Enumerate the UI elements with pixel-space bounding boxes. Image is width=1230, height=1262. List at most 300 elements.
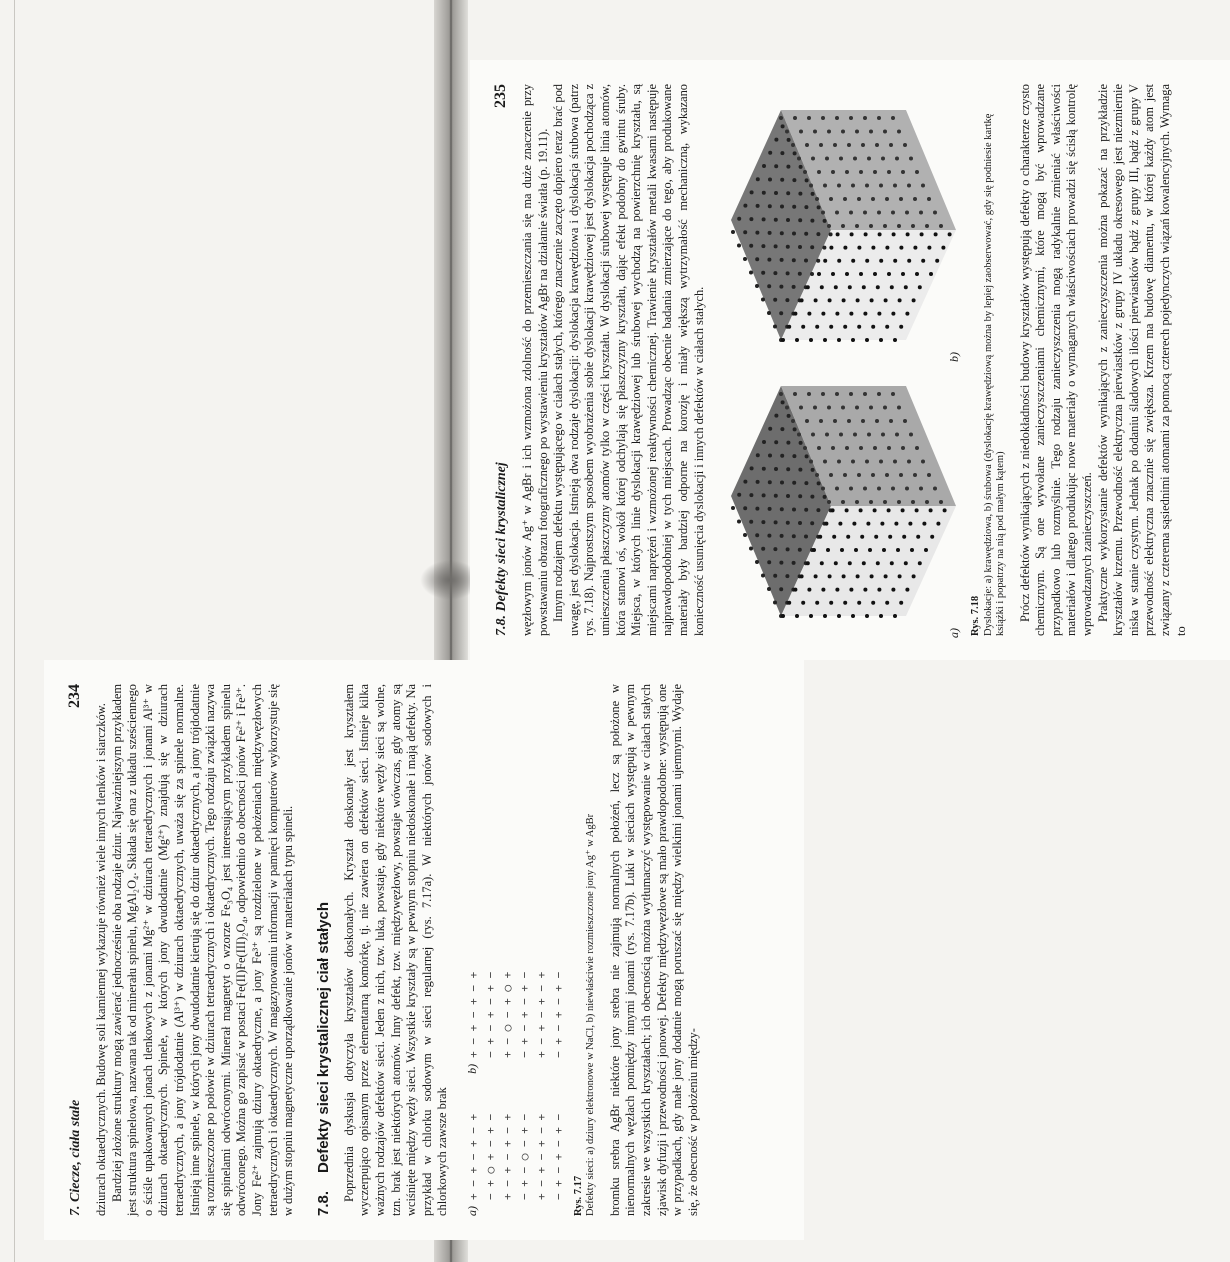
- lattice-atom: [787, 441, 791, 445]
- lattice-atom: [787, 138, 791, 142]
- lattice-atom: [804, 508, 808, 512]
- lattice-atom: [863, 211, 867, 215]
- lattice-atom: [779, 392, 783, 396]
- lattice-atom: [744, 204, 748, 208]
- lattice-atom: [792, 205, 796, 209]
- lattice-atom: [749, 547, 753, 551]
- lattice-atom: [845, 170, 849, 174]
- lattice-atom: [846, 535, 850, 539]
- lattice-atom: [807, 392, 811, 396]
- lattice-atom: [873, 508, 877, 512]
- lattice-atom: [801, 601, 805, 605]
- lattice-atom: [787, 325, 791, 329]
- lattice-atom: [815, 601, 819, 605]
- figure-7-18-label-a: a): [947, 628, 962, 638]
- lattice-atom: [793, 178, 797, 182]
- lattice-atom: [911, 500, 915, 504]
- lattice-atom: [743, 230, 747, 234]
- lattice-atom: [933, 211, 937, 215]
- lattice-atom: [793, 116, 797, 120]
- lattice-atom: [890, 285, 894, 289]
- lattice-atom: [785, 406, 789, 410]
- lattice-atom: [775, 138, 779, 142]
- lattice-atom: [839, 522, 843, 526]
- lattice-atom: [848, 561, 852, 565]
- lattice-atom: [756, 480, 760, 484]
- lattice-atom: [883, 130, 887, 134]
- figure-7-18: [711, 84, 966, 636]
- right-running-head: [492, 84, 510, 636]
- lattice-atom: [755, 560, 759, 564]
- lattice-atom: [836, 312, 840, 316]
- lattice-atom: [817, 232, 821, 236]
- lattice-atom: [865, 184, 869, 188]
- lattice-atom: [879, 614, 883, 618]
- lattice-atom: [948, 232, 952, 236]
- lattice-atom: [762, 191, 766, 195]
- lattice-atom: [768, 427, 772, 431]
- lattice-atom: [925, 224, 929, 228]
- right-page-number: 235: [492, 84, 509, 108]
- lattice-atom: [901, 272, 905, 276]
- lattice-atom: [891, 487, 895, 491]
- lattice-atom: [833, 143, 837, 147]
- lattice-atom: [929, 508, 933, 512]
- figure-7-18-panel-a: [711, 374, 966, 636]
- lattice-atom: [762, 164, 766, 168]
- lattice-atom: [797, 433, 801, 437]
- lattice-atom: [798, 494, 802, 498]
- lattice-atom: [887, 446, 891, 450]
- lattice-atom: [841, 406, 845, 410]
- lattice-atom: [847, 419, 851, 423]
- lattice-atom: [825, 433, 829, 437]
- lattice-atom: [797, 157, 801, 161]
- lattice-atom: [768, 534, 772, 538]
- lattice-atom: [829, 601, 833, 605]
- ion-grid-a-row: + − + − + − +: [534, 1113, 548, 1200]
- lattice-atom: [861, 143, 865, 147]
- lattice-atom: [857, 601, 861, 605]
- lattice-atom: [859, 508, 863, 512]
- lattice-atom: [811, 495, 815, 499]
- lattice-atom: [850, 232, 854, 236]
- lattice-atom: [882, 548, 886, 552]
- lattice-atom: [842, 298, 846, 302]
- lattice-atom: [877, 392, 881, 396]
- lattice-atom: [865, 338, 869, 342]
- lattice-atom: [813, 406, 817, 410]
- lattice-atom: [786, 245, 790, 249]
- lattice-atom: [915, 446, 919, 450]
- lattice-atom: [762, 520, 766, 524]
- lattice-atom: [890, 561, 894, 565]
- lattice-atom: [906, 312, 910, 316]
- lattice-atom: [793, 151, 797, 155]
- figure-7-18-caption-text: Dyslokacje: a) krawędziowa, b) śrubowa (dyslokację krawędziową można by lepiej zaobserwować, gdy się podniesie kartkę książki i popatrzy na nią pod małym kątem): [982, 113, 1007, 636]
- lattice-atom: [799, 441, 803, 445]
- lattice-atom: [873, 446, 877, 450]
- lattice-atom: [839, 433, 843, 437]
- lattice-atom: [943, 508, 947, 512]
- lattice-atom: [792, 481, 796, 485]
- lattice-atom: [826, 548, 830, 552]
- lattice-atom: [806, 561, 810, 565]
- lattice-atom: [817, 481, 821, 485]
- lattice-atom: [823, 495, 827, 499]
- lattice-atom: [768, 507, 772, 511]
- lattice-atom: [756, 231, 760, 235]
- lattice-atom: [851, 338, 855, 342]
- lattice-atom: [800, 574, 804, 578]
- lattice-atom: [862, 561, 866, 565]
- lattice-atom: [909, 157, 913, 161]
- lattice-atom: [774, 467, 778, 471]
- lattice-atom: [810, 521, 814, 525]
- lattice-atom: [795, 614, 799, 618]
- lattice-atom: [918, 561, 922, 565]
- lattice-atom: [887, 170, 891, 174]
- right-paragraph-2: Innym rodzajem defektu występującego w ciałach stałych, którego znaczenie zaczęto dopiero teraz brać pod uwagę, jest dyslokacja. Istnieją dwa rodzaje dyslokacji: dyslokacja krawędziowa i dyslokacja śrubowa (patrz rys. 7.18). Najprostszym sposobem wyobrażenia sobie dyslokacji krawędziowej jest dyslokacja pochodząca z umieszczenia płaszczyzny atomów tylko w części kryształu. W dyslokacji śrubowej występuje linia atomów, która stanowi oś, wokół której odchylają się płaszczyzny kryształu, dając efekt podobny do gwintu śruby. Miejsca, w których linie dyslokacji krawędziowej lub śrubowej wychodzą na powierzchnię kryształu, są miejscami naprężeń i wzmożonej reaktywności chemicznej. Trawienie kryształów metali kwasami następuje najprawdopodobniej w tych miejscach. Prowadząc obecnie badania zmierzające do tego, aby produkowane materiały były bardziej odporne na korozję i miały większą wytrzymałość mechaniczną, wykazano konieczność usunięcia dyslokacji i innych defektów w ciałach stałych.: [551, 84, 706, 636]
- lattice-atom: [815, 473, 819, 477]
- lattice-atom: [933, 487, 937, 491]
- lattice-atom: [805, 205, 809, 209]
- lattice-atom: [835, 116, 839, 120]
- lattice-atom: [786, 191, 790, 195]
- lattice-atom: [914, 246, 918, 250]
- lattice-atom: [804, 232, 808, 236]
- lattice-atom: [809, 614, 813, 618]
- lattice-atom: [876, 285, 880, 289]
- lattice-atom: [835, 487, 839, 491]
- lattice-atom: [767, 284, 771, 288]
- lattice-atom: [909, 433, 913, 437]
- lattice-atom: [889, 143, 893, 147]
- lattice-atom: [827, 406, 831, 410]
- lattice-atom: [851, 259, 855, 263]
- lattice-atom: [899, 601, 903, 605]
- lattice-atom: [793, 392, 797, 396]
- lattice-atom: [851, 614, 855, 618]
- lattice-atom: [792, 508, 796, 512]
- lattice-atom: [845, 272, 849, 276]
- lattice-atom: [911, 224, 915, 228]
- lattice-atom: [934, 232, 938, 236]
- lattice-atom: [780, 231, 784, 235]
- lattice-atom: [829, 325, 833, 329]
- lattice-atom: [774, 244, 778, 248]
- lattice-atom: [787, 414, 791, 418]
- lattice-atom: [887, 272, 891, 276]
- lattice-atom: [811, 157, 815, 161]
- lattice-atom: [827, 500, 831, 504]
- lattice-atom: [823, 259, 827, 263]
- lattice-atom: [755, 284, 759, 288]
- lattice-atom: [791, 143, 795, 147]
- lattice-atom: [794, 312, 798, 316]
- lattice-atom: [853, 157, 857, 161]
- lattice-atom: [780, 481, 784, 485]
- lattice-atom: [849, 392, 853, 396]
- lattice-atom: [906, 588, 910, 592]
- lattice-atom: [925, 500, 929, 504]
- lattice-atom: [786, 271, 790, 275]
- lattice-atom: [767, 311, 771, 315]
- lattice-atom: [920, 232, 924, 236]
- lattice-atom: [809, 338, 813, 342]
- lattice-atom: [786, 494, 790, 498]
- lattice-atom: [918, 285, 922, 289]
- lattice-atom: [804, 535, 808, 539]
- lattice-atom: [905, 487, 909, 491]
- lattice-atom: [939, 500, 943, 504]
- lattice-atom: [744, 480, 748, 484]
- left-page-number: 234: [66, 684, 83, 708]
- lattice-atom: [786, 574, 790, 578]
- lattice-atom: [798, 218, 802, 222]
- lattice-atom: [821, 487, 825, 491]
- figure-7-17-panel-a: [465, 1114, 567, 1216]
- lattice-atom: [919, 211, 923, 215]
- lattice-atom: [919, 487, 923, 491]
- lattice-atom: [780, 285, 784, 289]
- ion-grid-b-row: − + − + − + −: [483, 971, 497, 1058]
- lattice-atom: [819, 143, 823, 147]
- lattice-atom: [817, 205, 821, 209]
- lattice-atom: [913, 197, 917, 201]
- lattice-atom: [762, 493, 766, 497]
- lattice-atom: [755, 533, 759, 537]
- lattice-atom: [867, 522, 871, 526]
- lattice-atom: [901, 508, 905, 512]
- figure-7-17: [465, 684, 567, 1216]
- lattice-atom: [903, 143, 907, 147]
- right-paragraph-4: Praktyczne wykorzystanie defektów wynikających z zanieczyszczenia można pokazać na przykładzie kryształów krzemu. Przewodność elektryczna pierwiastków z grupy IV układu okresowego jest niezmiernie niska w stanie czystym. Jednak po dodaniu śladowych ilości pierwiastków bądź z grupy III, bądź z grupy V przewodność elektryczna znacznie się zwiększa. Krzem ma budowę diamentu, w której każdy atom jest związany z czterema sąsiednimi atomami za pomocą czterech pojedynczych wiązań kowalencyjnych. Wymaga to: [1095, 84, 1188, 636]
- lattice-atom: [877, 211, 881, 215]
- lattice-atom: [792, 285, 796, 289]
- lattice-atom: [877, 116, 881, 120]
- lattice-atom: [767, 587, 771, 591]
- lattice-atom: [896, 548, 900, 552]
- lattice-atom: [786, 521, 790, 525]
- lattice-atom: [841, 500, 845, 504]
- lattice-atom: [817, 272, 821, 276]
- lattice-atom: [867, 433, 871, 437]
- lattice-atom: [845, 508, 849, 512]
- lattice-atom: [843, 197, 847, 201]
- lattice-atom: [820, 561, 824, 565]
- lattice-atom: [811, 468, 815, 472]
- ion-grid-b-row: + − + − + − +: [534, 971, 548, 1058]
- figure-7-18-caption: [970, 84, 1008, 636]
- lattice-atom: [927, 197, 931, 201]
- lattice-atom: [822, 588, 826, 592]
- lattice-atom: [857, 325, 861, 329]
- lattice-atom: [834, 561, 838, 565]
- lattice-atom: [803, 446, 807, 450]
- lattice-atom: [786, 298, 790, 302]
- lattice-atom: [768, 258, 772, 262]
- lattice-atom: [768, 480, 772, 484]
- lattice-atom: [915, 508, 919, 512]
- lattice-atom: [869, 224, 873, 228]
- lattice-atom: [781, 400, 785, 404]
- lattice-atom: [869, 500, 873, 504]
- lattice-atom: [825, 157, 829, 161]
- lattice-atom: [809, 460, 813, 464]
- left-paragraph-3: Poprzednia dyskusja dotyczyła kryształów doskonałych. Kryształ doskonały jest kryształem wyczerpująco opisanym przez elementarną komórkę, tj. nie zawiera on defektów sieci. Istnieje kilka ważnych rodzajów defektów sieci. Jeden z nich, tzw. luka, powstaje, gdy niektóre węzły sieci są wolne, tzn. brak jest niektórych atomów. Inny defekt, tzw. międzywęzłowy, powstaje wówczas, gdy atomy są wciśnięte między węzły sieci. Wszystkie kryształy są w pewnym stopniu niedoskonałe i mają defekty. Na przykład w chlorku sodowym w sieci regularnej (rys. 7.17a). W niektórych jonów sodowych i chlorkowych zawsze brak: [341, 684, 450, 1216]
- lattice-atom: [815, 325, 819, 329]
- lattice-atom: [836, 588, 840, 592]
- lattice-atom: [885, 601, 889, 605]
- lattice-atom: [813, 130, 817, 134]
- lattice-atom: [737, 217, 741, 221]
- lattice-atom: [805, 419, 809, 423]
- lattice-atom: [833, 419, 837, 423]
- lattice-atom: [884, 298, 888, 302]
- lattice-atom: [855, 130, 859, 134]
- lattice-atom: [871, 197, 875, 201]
- lattice-atom: [837, 460, 841, 464]
- lattice-atom: [873, 272, 877, 276]
- lattice-atom: [811, 219, 815, 223]
- lattice-atom: [843, 325, 847, 329]
- lattice-atom: [761, 298, 765, 302]
- lattice-atom: [780, 534, 784, 538]
- lattice-atom: [781, 124, 785, 128]
- lattice-atom: [823, 338, 827, 342]
- lattice-atom: [915, 170, 919, 174]
- lattice-atom: [768, 178, 772, 182]
- lattice-atom: [885, 473, 889, 477]
- lattice-atom: [830, 246, 834, 250]
- lattice-atom: [803, 170, 807, 174]
- lattice-atom: [836, 232, 840, 236]
- lattice-atom: [823, 460, 827, 464]
- lattice-atom: [823, 184, 827, 188]
- lattice-atom: [814, 574, 818, 578]
- lattice-atom: [743, 506, 747, 510]
- lattice-atom: [885, 197, 889, 201]
- lattice-atom: [898, 298, 902, 302]
- lattice-atom: [810, 245, 814, 249]
- lattice-atom: [743, 533, 747, 537]
- lattice-atom: [910, 548, 914, 552]
- lattice-atom: [837, 614, 841, 618]
- lattice-atom: [904, 285, 908, 289]
- figure-7-17-ion-grid-b: [465, 972, 567, 1058]
- lattice-atom: [775, 414, 779, 418]
- lattice-atom: [831, 446, 835, 450]
- lattice-atom: [835, 392, 839, 396]
- lattice-atom: [879, 184, 883, 188]
- figure-7-17-caption-text: Defekty sieci: a) dziury elektronowe w NaCl, b) niewłaściwie rozmieszczone jony Ag⁺ w AgBr: [585, 813, 597, 1216]
- lattice-atom: [787, 601, 791, 605]
- lattice-atom: [828, 574, 832, 578]
- ion-grid-a-row: − + ◯ + − + −: [483, 1113, 497, 1200]
- lattice-atom: [886, 246, 890, 250]
- lattice-atom: [785, 130, 789, 134]
- lattice-atom: [786, 547, 790, 551]
- lattice-atom: [903, 419, 907, 423]
- lattice-atom: [774, 164, 778, 168]
- lattice-atom: [895, 522, 899, 526]
- lattice-atom: [869, 406, 873, 410]
- lattice-atom: [807, 116, 811, 120]
- lattice-atom: [831, 508, 835, 512]
- lattice-atom: [843, 473, 847, 477]
- lattice-atom: [885, 325, 889, 329]
- lattice-atom: [881, 157, 885, 161]
- lattice-atom: [921, 259, 925, 263]
- lattice-atom: [855, 500, 859, 504]
- lattice-atom: [800, 298, 804, 302]
- lattice-atom: [843, 601, 847, 605]
- ion-grid-b-row: − + − + − + −: [517, 971, 531, 1058]
- left-running-head-title: 7. Ciecze, ciała stałe: [68, 1099, 83, 1216]
- lattice-atom: [750, 493, 754, 497]
- lattice-atom: [774, 547, 778, 551]
- lattice-atom: [865, 259, 869, 263]
- lattice-atom: [822, 312, 826, 316]
- lattice-atom: [871, 601, 875, 605]
- lattice-atom: [897, 224, 901, 228]
- lattice-atom: [756, 177, 760, 181]
- lattice-atom: [774, 494, 778, 498]
- lattice-atom: [907, 184, 911, 188]
- lattice-atom: [849, 211, 853, 215]
- lattice-atom: [821, 211, 825, 215]
- scan-edge-line: [14, 0, 15, 1262]
- lattice-atom: [876, 561, 880, 565]
- lattice-atom: [853, 522, 857, 526]
- lattice-atom: [762, 217, 766, 221]
- lattice-atom: [907, 259, 911, 263]
- lattice-atom: [841, 224, 845, 228]
- lattice-atom: [853, 433, 857, 437]
- lattice-atom: [859, 272, 863, 276]
- right-paragraph-1: węzłowym jonów Ag⁺ w AgBr i ich wzmożona zdolność do przemieszczania się ma duże znaczenie przy powstawaniu obrazu fotograficznego po wystawieniu kryształów AgBr na działanie światła (p. 19.11).: [520, 84, 550, 636]
- lattice-atom: [823, 246, 827, 250]
- lattice-atom: [901, 170, 905, 174]
- lattice-atom: [874, 535, 878, 539]
- lattice-atom: [861, 419, 865, 423]
- lattice-atom: [875, 143, 879, 147]
- ion-grid-a-row: + − + − + − +: [466, 1113, 480, 1200]
- lattice-atom: [780, 258, 784, 262]
- lattice-atom: [832, 535, 836, 539]
- lattice-atom: [806, 285, 810, 289]
- lattice-atom: [905, 211, 909, 215]
- lattice-atom: [921, 460, 925, 464]
- lattice-atom: [831, 170, 835, 174]
- lattice-atom: [809, 184, 813, 188]
- lattice-atom: [799, 406, 803, 410]
- lattice-atom: [799, 192, 803, 196]
- lattice-atom: [804, 259, 808, 263]
- lattice-atom: [844, 246, 848, 250]
- lattice-atom: [845, 446, 849, 450]
- lattice-atom: [854, 548, 858, 552]
- lattice-atom: [814, 298, 818, 302]
- lattice-atom: [841, 130, 845, 134]
- lattice-atom: [879, 460, 883, 464]
- lattice-atom: [774, 520, 778, 524]
- ion-grid-a-row: − + − + − + −: [551, 1113, 565, 1200]
- lattice-atom: [850, 312, 854, 316]
- figure-7-18-label-b: b): [947, 352, 962, 362]
- lattice-atom: [774, 218, 778, 222]
